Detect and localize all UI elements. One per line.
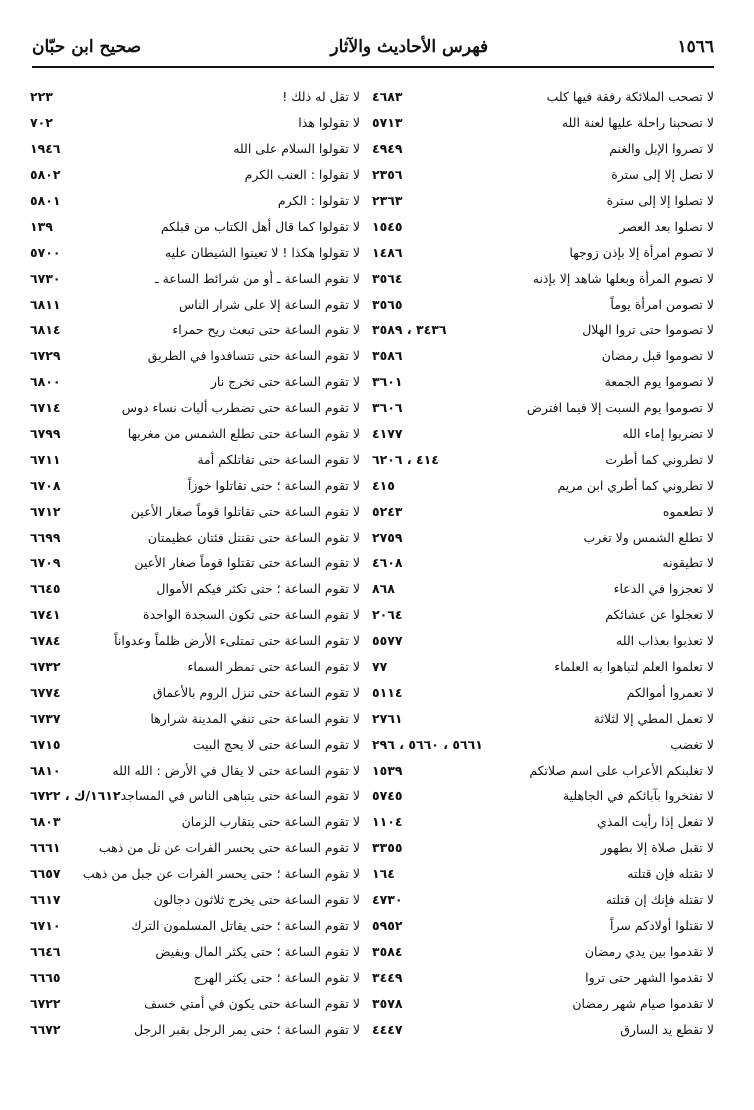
hadith-reference-number: ١٩٤٦ (30, 141, 61, 157)
hadith-incipit: لا تقولوا السلام على الله (233, 141, 360, 157)
hadith-reference-number: ١٤٨٦ (372, 244, 403, 260)
index-entry (372, 757, 714, 783)
hadith-incipit: لا تقوم الساعة حتى تقتتل فئتان عظيمتان (147, 529, 360, 545)
hadith-reference-number: ٦٧٣٠ (30, 270, 61, 286)
hadith-reference-number: ٥٢٤٣ (372, 503, 403, 519)
index-entry (372, 213, 714, 239)
hadith-incipit: لا تقوم الساعة حتى تمطر السماء (187, 659, 360, 675)
index-entry (30, 964, 360, 990)
hadith-incipit: لا تقبل صلاة إلا بطهور (600, 840, 714, 856)
hadith-incipit: لا تصلوا بعد العصر (619, 218, 714, 234)
hadith-reference-number: ٤٤٤٧ (372, 1021, 403, 1037)
hadith-incipit: لا تقوم الساعة ؛ حتى تقاتلوا خوزاً (187, 477, 360, 493)
index-entry (372, 679, 714, 705)
hadith-reference-number: ٥٦٦١ ، ٥٦٦٠ ، ٢٩٦ (372, 736, 483, 752)
index-entry (372, 1016, 714, 1042)
hadith-incipit: لا تقدموا الشهر حتى تروا (585, 969, 714, 985)
index-entry (372, 110, 714, 136)
hadith-reference-number: ٣٥٦٤ (372, 270, 403, 286)
index-entry (30, 524, 360, 550)
index-entry (30, 446, 360, 472)
hadith-incipit: لا تقولوا هكذا ! لا تعينوا الشيطان عليه (164, 244, 360, 260)
hadith-incipit: لا تقوم الساعة حتى تنزل الروم بالأعماق (152, 684, 360, 700)
index-entry (372, 550, 714, 576)
hadith-reference-number: ٦٧١٢ (30, 503, 61, 519)
hadith-reference-number: ١١٠٤ (372, 814, 403, 830)
index-entry (372, 395, 714, 421)
hadith-reference-number: ٤٩٤٩ (372, 141, 403, 157)
hadith-reference-number: ٦٧٤١ (30, 607, 61, 623)
right-column (372, 84, 714, 1042)
index-entry (30, 835, 360, 861)
hadith-reference-number: ٦٨٠٣ (30, 814, 61, 830)
hadith-incipit: لا تقوم الساعة ؛ حتى يكثر المال ويفيض (155, 943, 360, 959)
left-column (30, 84, 360, 1042)
hadith-reference-number: ٥٧١٣ (372, 115, 403, 131)
hadith-reference-number: ٣٥٨٤ (372, 943, 403, 959)
hadith-incipit: لا تقوم الساعة حتى يكون في أمتي خسف (144, 995, 360, 1011)
index-entry (372, 705, 714, 731)
index-entry (372, 990, 714, 1016)
hadith-reference-number: ٦٧١٤ (30, 400, 61, 416)
hadith-incipit: لا تطعموه (662, 503, 714, 519)
hadith-reference-number: ٦٨٠٠ (30, 374, 61, 390)
index-entry (372, 654, 714, 680)
hadith-incipit: لا تطيقونه (662, 555, 714, 571)
index-entry (30, 731, 360, 757)
index-entry (30, 84, 360, 110)
hadith-incipit: لا تعمروا أموالكم (626, 684, 714, 700)
hadith-reference-number: ٦٨١٠ (30, 762, 61, 778)
index-entry (30, 783, 360, 809)
index-entry (30, 395, 360, 421)
index-entry (30, 861, 360, 887)
index-entry (30, 162, 360, 188)
hadith-incipit: لا تقوم الساعة حتى لا يحج البيت (192, 736, 360, 752)
index-entry (372, 446, 714, 472)
index-entry (30, 421, 360, 447)
hadith-incipit: لا تقولوا : العنب الكرم (244, 167, 360, 183)
hadith-reference-number: ٦٧٢٩ (30, 348, 61, 364)
hadith-reference-number: ٥٧٤٥ (372, 788, 403, 804)
hadith-reference-number: ٦٨١١ (30, 296, 61, 312)
hadith-incipit: لا تصوموا قبل رمضان (601, 348, 714, 364)
index-entry (30, 705, 360, 731)
book-title: صحيح ابن حبّان (32, 37, 142, 57)
hadith-reference-number: ٤١٧٧ (372, 426, 403, 442)
hadith-incipit: لا تقولوا هذا (298, 115, 360, 131)
hadith-incipit: لا تقوم الساعة حتى تنفي المدينة شرارها (150, 710, 360, 726)
hadith-incipit: لا تقدموا صيام شهر رمضان (572, 995, 714, 1011)
hadith-reference-number: ١٥٣٩ (372, 762, 403, 778)
hadith-reference-number: ٦٦٩٩ (30, 529, 61, 545)
hadith-reference-number: ١٦٤ (372, 866, 395, 882)
hadith-reference-number: ٤١٤ ، ٦٢٠٦ (372, 451, 439, 467)
hadith-incipit: لا تعمل المطي إلا لثلاثة (593, 710, 714, 726)
hadith-reference-number: ٦٧١٥ (30, 736, 61, 752)
hadith-reference-number: ٦٦٦٥ (30, 969, 61, 985)
hadith-incipit: لا تقوم الساعة حتى تضطرب أليات نساء دوس (121, 400, 360, 416)
hadith-incipit: لا تعلموا العلم لتباهوا به العلماء (554, 659, 714, 675)
index-entry (30, 550, 360, 576)
hadith-reference-number: ١٥٤٥ (372, 218, 403, 234)
index-entry (30, 498, 360, 524)
index-entry (30, 576, 360, 602)
hadith-reference-number: ٢٣٥٦ (372, 167, 403, 183)
hadith-reference-number: ٦٧٢٢ (30, 995, 61, 1011)
hadith-incipit: لا تقوم الساعة حتى يتباهى الناس في المساجد (120, 788, 360, 804)
hadith-reference-number: ٦٧٠٨ (30, 477, 61, 493)
index-entry (30, 213, 360, 239)
index-entry (30, 291, 360, 317)
index-entry (30, 757, 360, 783)
index-entry (30, 938, 360, 964)
hadith-incipit: لا تطروني كما أطرت (605, 451, 714, 467)
hadith-incipit: لا تقوم الساعة حتى تكون السجدة الواحدة (143, 607, 360, 623)
hadith-incipit: لا تعجزوا في الدعاء (613, 581, 714, 597)
hadith-incipit: لا تقوم الساعة حتى يتقارب الزمان (181, 814, 360, 830)
hadith-reference-number: ٥١١٤ (372, 684, 403, 700)
hadith-incipit: لا تقتلوا أولادكم سراً (609, 917, 714, 933)
hadith-reference-number: ٥٥٧٧ (372, 633, 403, 649)
hadith-incipit: لا تصروا الإبل والغنم (609, 141, 714, 157)
index-entry (372, 783, 714, 809)
hadith-incipit: لا تصوموا يوم السبت إلا فيما افترض (526, 400, 714, 416)
hadith-incipit: لا تضربوا إماء الله (622, 426, 714, 442)
hadith-incipit: لا تطروني كما أطري ابن مريم (557, 477, 714, 493)
hadith-reference-number: ٦٧٣٧ (30, 710, 61, 726)
hadith-incipit: لا تصلوا إلا إلى سترة (606, 193, 714, 208)
index-entry (30, 654, 360, 680)
index-entry (372, 913, 714, 939)
hadith-reference-number: ٢٢٣ (30, 89, 53, 105)
index-entry (30, 265, 360, 291)
hadith-reference-number: ٥٨٠٢ (30, 167, 61, 183)
index-entry (372, 964, 714, 990)
index-entry (30, 887, 360, 913)
index-entry (30, 679, 360, 705)
hadith-reference-number: ٦٧٠٩ (30, 555, 61, 571)
index-entry (372, 835, 714, 861)
index-entry (30, 1016, 360, 1042)
index-entry (372, 317, 714, 343)
hadith-incipit: لا تقوم الساعة ـ أو من شرائط الساعة ـ (155, 270, 360, 286)
hadith-reference-number: ٦٧٩٩ (30, 426, 61, 442)
hadith-reference-number: ٢٧٥٩ (372, 529, 403, 545)
hadith-incipit: لا تصحب الملائكة رفقة فيها كلب (546, 89, 714, 105)
hadith-reference-number: ١٦١٢/ك ، ٦٧٢٢ (30, 788, 121, 804)
hadith-incipit: لا تقوم الساعة حتى تخرج نار (210, 374, 360, 390)
index-entry (372, 369, 714, 395)
index-entry (372, 136, 714, 162)
hadith-incipit: لا تقوم الساعة ؛ حتى يكثر الهرج (193, 969, 360, 985)
hadith-incipit: لا تصوم امرأة إلا بإذن زوجها (569, 244, 714, 260)
header-rule (32, 66, 714, 68)
hadith-incipit: لا تقوم الساعة إلا على شرار الناس (179, 296, 360, 312)
hadith-reference-number: ٧٠٢ (30, 115, 53, 131)
hadith-incipit: لا تقولوا كما قال أهل الكتاب من قبلكم (160, 218, 360, 234)
hadith-reference-number: ٣٣٥٥ (372, 840, 403, 856)
hadith-incipit: لا تقوم الساعة حتى تقاتلكم أمة (197, 451, 360, 467)
hadith-incipit: لا تقوم الساعة حتى تقتلوا قوماً صغار الأعين (134, 555, 360, 571)
hadith-reference-number: ٣٤٤٩ (372, 969, 403, 985)
hadith-incipit: لا تفعل إذا رأيت المذي (597, 814, 714, 830)
hadith-reference-number: ٣٦٠٦ (372, 400, 403, 416)
index-entry (372, 162, 714, 188)
index-entry (30, 809, 360, 835)
hadith-reference-number: ٤٦٠٨ (372, 555, 403, 571)
hadith-incipit: لا تقوم الساعة حتى يخرج ثلاثون دجالون (153, 892, 360, 908)
hadith-reference-number: ٦٧١٠ (30, 917, 61, 933)
hadith-incipit: لا تطلع الشمس ولا تغرب (583, 529, 714, 545)
index-entry (30, 239, 360, 265)
hadith-incipit: لا تقوم الساعة حتى تبعث ريح حمراء (172, 322, 360, 338)
index-entry (372, 472, 714, 498)
index-entry (372, 84, 714, 110)
hadith-incipit: لا تقوم الساعة حتى تطلع الشمس من مغربها (127, 426, 360, 442)
index-entry (372, 291, 714, 317)
hadith-incipit: لا تغضب (670, 736, 714, 752)
hadith-incipit: لا تقدموا بين يدي رمضان (584, 943, 714, 959)
hadith-incipit: لا تقل له ذلك ! (282, 89, 360, 105)
hadith-reference-number: ٣٥٨٦ (372, 348, 403, 364)
hadith-incipit: لا تعذبوا بعذاب الله (616, 633, 714, 649)
hadith-reference-number: ٢٣٦٣ (372, 193, 403, 208)
hadith-reference-number: ٦٧٨٤ (30, 633, 61, 649)
hadith-reference-number: ٦٨١٤ (30, 322, 61, 338)
index-entry (372, 239, 714, 265)
index-entry (372, 265, 714, 291)
index-entry (30, 369, 360, 395)
index-entry (30, 136, 360, 162)
page-header (32, 32, 714, 62)
hadith-reference-number: ٦٦٤٥ (30, 581, 61, 597)
hadith-reference-number: ٨٦٨ (372, 581, 395, 597)
hadith-incipit: لا تصوموا يوم الجمعة (604, 374, 714, 390)
index-entry (372, 524, 714, 550)
index-entry (30, 472, 360, 498)
index-entry (372, 887, 714, 913)
hadith-reference-number: ٧٧ (372, 659, 388, 675)
hadith-incipit: لا تعجلوا عن عشائكم (605, 607, 714, 623)
hadith-reference-number: ٥٧٠٠ (30, 244, 61, 260)
hadith-reference-number: ٤٦٨٣ (372, 89, 403, 105)
hadith-incipit: لا تقوم الساعة حتى تتسافدوا في الطريق (147, 348, 360, 364)
hadith-reference-number: ٥٨٠١ (30, 193, 61, 208)
hadith-reference-number: ٣٤٣٦ ، ٣٥٨٩ (372, 322, 447, 338)
index-entry (372, 628, 714, 654)
hadith-reference-number: ٤١٥ (372, 477, 395, 493)
page-number: ١٥٦٦ (677, 37, 714, 57)
index-title: فهرس الأحاديث والآثار (330, 37, 489, 57)
index-entry (372, 938, 714, 964)
hadith-reference-number: ٦٦٤٦ (30, 943, 61, 959)
hadith-incipit: لا تقوم الساعة ؛ حتى تكثر فيكم الأموال (156, 581, 360, 597)
index-entry (372, 809, 714, 835)
index-entry (30, 188, 360, 214)
hadith-incipit: لا تقتله فإن قتلته (627, 866, 714, 882)
index-entry (372, 576, 714, 602)
hadith-reference-number: ٣٥٦٥ (372, 296, 403, 312)
index-columns (30, 84, 714, 1070)
hadith-incipit: لا تقوم الساعة ؛ حتى يقاتل المسلمون الترك (131, 917, 360, 933)
index-entry (30, 602, 360, 628)
hadith-reference-number: ٤٧٣٠ (372, 892, 403, 908)
hadith-incipit: لا تقوم الساعة حتى تقاتلوا قوماً صغار الأعين (130, 503, 360, 519)
index-entry (30, 990, 360, 1016)
index-entry (30, 110, 360, 136)
hadith-incipit: لا تقوم الساعة حتى يحسر الفرات عن تل من ذهب (98, 840, 360, 856)
index-entry (30, 628, 360, 654)
hadith-incipit: لا تفتخروا بآبائكم في الجاهلية (562, 788, 714, 804)
hadith-incipit: لا تقتله فإنك إن قتلته (605, 892, 714, 908)
hadith-incipit: لا تصوم المرأة وبعلها شاهد إلا بإذنه (532, 270, 714, 286)
hadith-reference-number: ٦٧١١ (30, 451, 61, 467)
hadith-incipit: لا تصحبنا راحلة عليها لعنة الله (561, 115, 714, 131)
hadith-incipit: لا تقوم الساعة حتى لا يقال في الأرض : الله الله (112, 762, 360, 778)
hadith-incipit: لا تقوم الساعة ؛ حتى يمر الرجل بقبر الرجل (133, 1021, 360, 1037)
hadith-incipit: لا تصومن امرأة يوماً (610, 296, 714, 312)
hadith-reference-number: ٦٦٦١ (30, 840, 61, 856)
hadith-reference-number: ٣٥٧٨ (372, 995, 403, 1011)
hadith-incipit: لا تصوموا حتى تروا الهلال (582, 322, 714, 338)
index-entry (372, 188, 714, 214)
hadith-incipit: لا تقوم الساعة حتى تمتلىء الأرض ظلماً وعدواناً (114, 633, 360, 649)
hadith-reference-number: ١٣٩ (30, 218, 53, 234)
index-entry (372, 421, 714, 447)
index-entry (372, 602, 714, 628)
hadith-reference-number: ٦٧٣٢ (30, 659, 61, 675)
hadith-reference-number: ٢٧٦١ (372, 710, 403, 726)
hadith-incipit: لا تقولوا : الكرم (277, 193, 360, 208)
hadith-incipit: لا تصل إلا إلى سترة (611, 167, 714, 183)
hadith-reference-number: ٦٧٧٤ (30, 684, 61, 700)
hadith-incipit: لا تغلبنكم الأعراب على اسم صلاتكم (529, 762, 714, 778)
hadith-reference-number: ٥٩٥٢ (372, 917, 403, 933)
index-entry (372, 343, 714, 369)
index-entry (30, 343, 360, 369)
index-entry (372, 731, 714, 757)
hadith-reference-number: ٦٦٥٧ (30, 866, 61, 882)
hadith-incipit: لا تقوم الساعة ؛ حتى يحسر الفرات عن جبل من ذهب (82, 866, 360, 882)
index-entry (372, 498, 714, 524)
index-entry (30, 913, 360, 939)
hadith-incipit: لا تقطع يد السارق (620, 1021, 714, 1037)
hadith-reference-number: ٦٦٧٢ (30, 1021, 61, 1037)
hadith-reference-number: ٢٠٦٤ (372, 607, 403, 623)
hadith-reference-number: ٦٦١٧ (30, 892, 61, 908)
hadith-reference-number: ٣٦٠١ (372, 374, 403, 390)
index-entry (372, 861, 714, 887)
index-entry (30, 317, 360, 343)
